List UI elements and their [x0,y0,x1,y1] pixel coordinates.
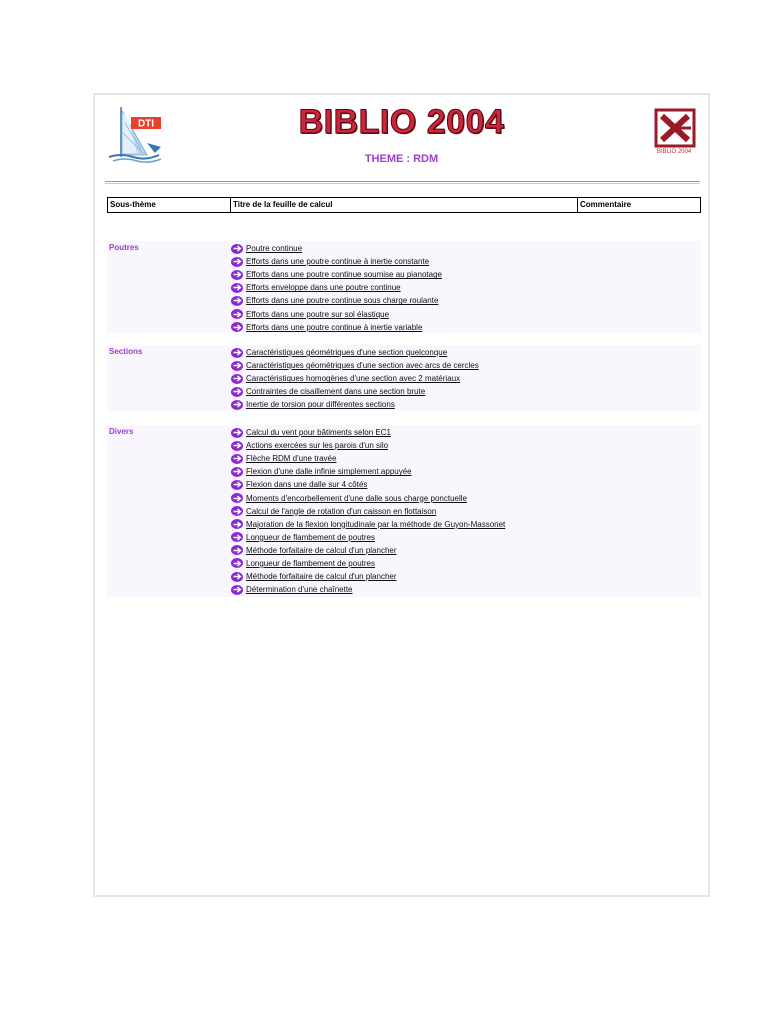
list-item[interactable] [231,570,505,583]
arrow-right-circle-icon [231,558,243,568]
item-link[interactable]: Efforts enveloppe dans une poutre continue [246,283,401,293]
list-item[interactable] [231,398,479,411]
list-item[interactable] [231,452,505,465]
item-link[interactable]: Inertie de torsion pour différentes sections [246,400,395,410]
list-item[interactable] [231,255,442,268]
arrow-right-circle-icon [231,387,243,397]
dti-logo-text: DTI [137,118,155,130]
arrow-right-circle-icon [231,585,243,595]
column-header-subtheme: Sous-thème [108,198,231,212]
arrow-right-circle-icon [231,296,243,306]
list-item[interactable] [231,426,505,439]
list-item[interactable] [231,531,505,544]
list-item[interactable] [231,372,479,385]
arrow-right-circle-icon [231,572,243,582]
item-link[interactable]: Détermination d'une chaînette [246,585,353,595]
item-link[interactable]: Poutre continue [246,244,303,254]
list-item[interactable] [231,557,505,570]
arrow-right-circle-icon [231,441,243,451]
item-link[interactable]: Longueur de flambement de poutres [246,532,375,542]
item-link[interactable]: Caractéristiques géométriques d'une section avec arcs de cercles [246,361,479,371]
arrow-right-circle-icon [231,428,243,438]
header-divider [105,181,700,184]
item-link[interactable]: Caractéristiques géométriques d'une section quelconque [246,348,448,358]
column-header-title: Titre de la feuille de calcul [231,198,578,212]
section-poutres [107,241,701,333]
item-link[interactable]: Majoration de la flexion longitudinale par la méthode de Guyon-Massonet [246,519,506,529]
arrow-right-circle-icon [231,348,243,358]
item-link[interactable]: Efforts dans une poutre continue à inertie variable [246,322,423,332]
section-sections [107,345,701,411]
arrow-right-circle-icon [231,454,243,464]
section-label: Poutres [109,243,139,252]
arrow-right-circle-icon [231,270,243,280]
arrow-right-circle-icon [231,493,243,503]
arrow-right-circle-icon [231,400,243,410]
item-link[interactable]: Efforts dans une poutre continue sous charge roulante [246,296,439,306]
item-link[interactable]: Calcul de l'angle de rotation d'un caisson en flottaison [246,506,437,516]
section-label: Sections [109,347,143,356]
list-item[interactable] [231,281,442,294]
list-item[interactable] [231,465,505,478]
right-logo-caption: BIBLIO 2004 [656,149,692,155]
arrow-right-circle-icon [231,506,243,516]
list-item[interactable] [231,242,442,255]
item-link[interactable]: Méthode forfaitaire de calcul d'un plancher [246,545,397,555]
list-item[interactable] [231,385,479,398]
arrow-right-circle-icon [231,480,243,490]
list-item[interactable] [231,359,479,372]
arrow-right-circle-icon [231,361,243,371]
arrow-right-circle-icon [231,519,243,529]
item-link[interactable]: Méthode forfaitaire de calcul d'un plancher [246,572,397,582]
arrow-right-circle-icon [231,322,243,332]
item-link[interactable]: Efforts dans une poutre continue soumise au pianotage [246,270,442,280]
list-item[interactable] [231,491,505,504]
document-page [93,93,710,897]
item-link[interactable]: Flexion dans une dalle sur 4 côtés [246,480,368,490]
item-link[interactable]: Moments d'encorbellement d'une dalle sous charge ponctuelle [246,493,467,503]
item-link[interactable]: Flèche RDM d'une travée [246,454,337,464]
arrow-right-circle-icon [231,374,243,384]
list-item[interactable] [231,505,505,518]
item-link[interactable]: Efforts dans une poutre continue à inertie constante [246,257,430,267]
arrow-right-circle-icon [231,467,243,477]
list-item[interactable] [231,268,442,281]
list-item[interactable] [231,346,479,359]
item-link[interactable]: Actions exercées sur les parois d'un silo [246,441,389,451]
arrow-right-circle-icon [231,309,243,319]
list-item[interactable] [231,321,442,334]
arrow-right-circle-icon [231,532,243,542]
item-link[interactable]: Calcul du vent pour bâtiments selon EC1 [246,428,391,438]
page-title: BIBLIO 2004 [298,103,505,141]
list-item[interactable] [231,544,505,557]
arrow-right-circle-icon [231,283,243,293]
section-label: Divers [109,427,134,436]
list-item[interactable] [231,439,505,452]
list-item[interactable] [231,518,505,531]
arrow-right-circle-icon [231,545,243,555]
list-item[interactable] [231,307,442,320]
item-link[interactable]: Longueur de flambement de poutres [246,558,375,568]
section-divers [107,425,701,597]
arrow-right-circle-icon [231,257,243,267]
column-header-row [107,197,701,213]
list-item[interactable] [231,583,505,596]
list-item[interactable] [231,478,505,491]
item-link[interactable]: Flexion d'une dalle infinie simplement appuyée [246,467,412,477]
column-header-comment: Commentaire [580,200,632,209]
item-link[interactable]: Contraintes de cisaillement dans une section brute [246,387,426,397]
list-item[interactable] [231,294,442,307]
item-link[interactable]: Efforts dans une poutre sur sol élastique [246,309,390,319]
page-subtitle: THEME : RDM [364,153,439,165]
arrow-right-circle-icon [231,244,243,254]
item-link[interactable]: Caractéristiques homogènes d'une section avec 2 matériaux [246,374,461,384]
